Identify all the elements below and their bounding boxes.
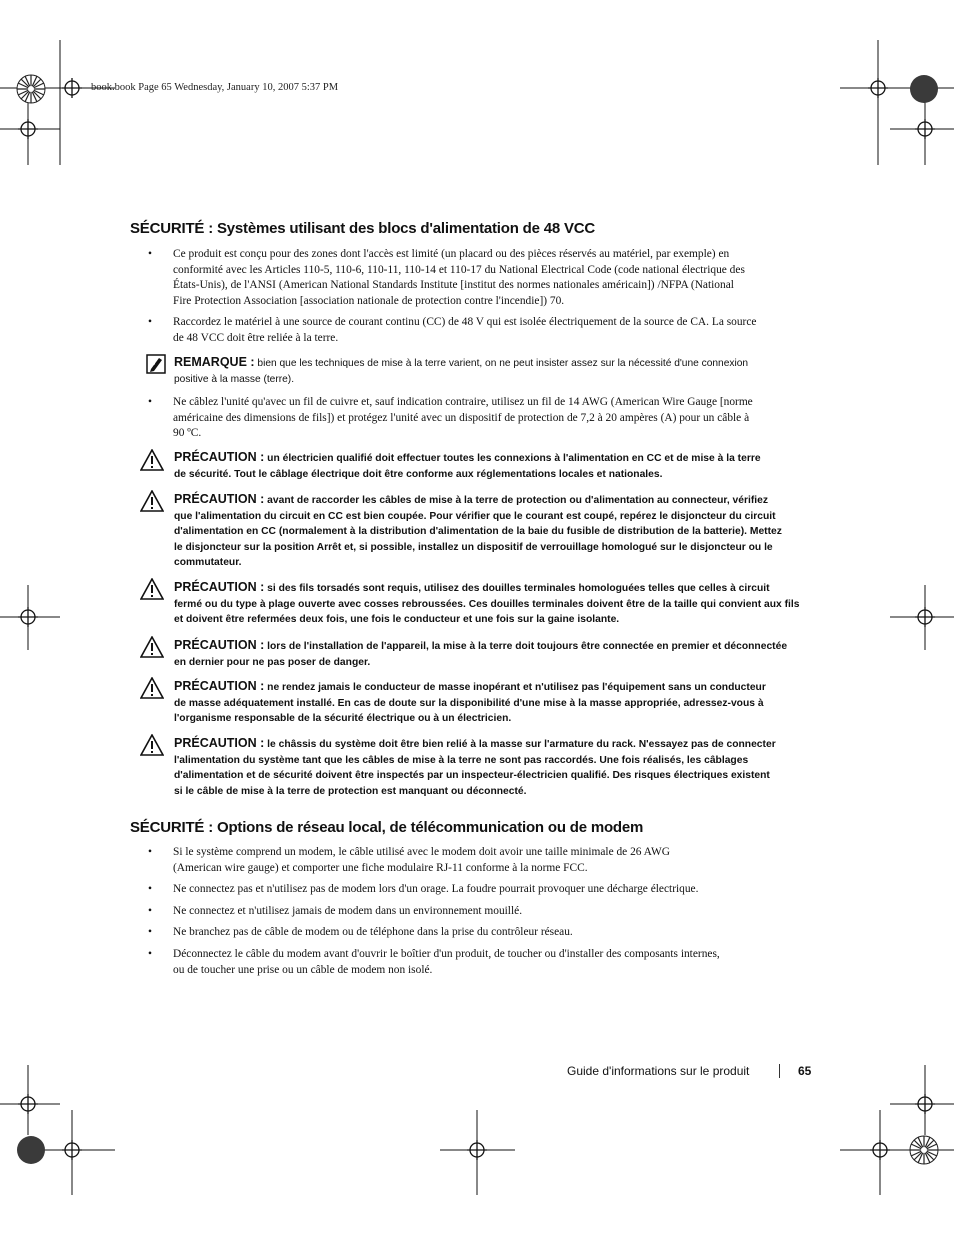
bullet-symbol: • [148,316,152,329]
list-item [148,904,818,920]
caution-4 [174,638,814,670]
caution-5 [174,679,814,727]
text-line: Fire Protection Association [association nationale de protection contre l'incendie]) 70. [173,294,565,307]
caution-3 [174,580,814,628]
print-header: book.book Page 65 Wednesday, January 10, 2007 5:37 PM [91,82,339,93]
text-line: un électricien qualifié doit effectuer toutes les connexions à l'alimentation en CC et de mise à la terre [267,453,761,464]
bullet-list-48vcc-cont [148,395,818,442]
section-title-modem: SÉCURITÉ : Options de réseau local, de télécommunication ou de modem [130,819,644,836]
text-line: Ne branchez pas de câble de modem ou de téléphone dans la prise du contrôleur réseau. [173,926,573,939]
bullet-symbol: • [148,883,152,896]
bullet-symbol: • [148,904,152,917]
text-line: et doivent être refermées deux fois, une fois le conducteur et une fois sur la gaine isolante. [174,614,620,626]
text-line: d'alimentation en CC (normalement à la distribution d'alimentation de la baie du fusible de distribution de la batterie). Mettez [174,526,782,538]
text-line: Ne connectez pas et n'utilisez pas de modem lors d'un orage. La foudre pourrait provoquer une décharge électrique. [173,883,699,896]
caution-label: PRÉCAUTION : [174,492,265,506]
caution-label: PRÉCAUTION : [174,580,265,594]
text-line: si le câble de mise à la terre de protection est manquant ou déconnecté. [174,785,527,797]
text-line: commutateur. [174,557,242,569]
bullet-symbol: • [148,947,152,960]
list-item [148,395,818,442]
text-line: si des fils torsadés sont requis, utilisez des douilles terminales homologuées telles que celles à circuit [267,583,770,594]
caution-2 [174,492,814,571]
text-line: de sécurité. Tout le câblage électrique doit être conforme aux réglementations locales et nationales. [174,468,663,480]
caution-label: PRÉCAUTION : [174,679,265,693]
warning-triangle-icon [140,677,164,704]
text-line: États-Unis), de l'ANSI (American National Standards Institute [institut des normes nationales américain]) /NFPA (National [173,279,734,292]
footer-guide-title: Guide d'informations sur le produit [567,1064,750,1078]
section-title-48vcc: SÉCURITÉ : Systèmes utilisant des blocs d'alimentation de 48 VCC [130,220,596,237]
text-line: ne rendez jamais le conducteur de masse inopérant et n'utilisez pas l'équipement sans un conducteur [267,682,766,693]
text-line: Ne câblez l'unité qu'avec un fil de cuivre et, sauf indication contraire, utilisez un fil de 14 AWG (American Wire Gauge [norme [173,396,753,408]
text-line: américaine des dimensions de fils]) et protégez l'unité avec un dispositif de protection de 7,2 à 20 ampères (A) pour un câble à [173,411,750,424]
caution-1 [174,450,814,482]
pencil-note-icon [146,354,166,379]
text-line: que l'alimentation du circuit en CC est bien coupée. Pour vérifier que le courant est coupé, repérez le disjoncteur du circuit [174,510,776,522]
text-line: avant de raccorder les câbles de mise à la terre de protection ou d'alimentation au connecteur, vérifiez [267,495,769,506]
text-line: Déconnectez le câble du modem avant d'ouvrir le boîtier d'un produit, de toucher ou d'installer des composants internes, [173,947,720,960]
text-line: le châssis du système doit être bien relié à la masse sur l'armature du rack. N'essayez pas de connecter [267,739,776,750]
text-line: ou de toucher une prise ou un câble de modem non isolé. [173,963,433,976]
warning-triangle-icon [140,636,164,663]
text-line: lors de l'installation de l'appareil, la mise à la terre doit toujours être connectée en premier et déconnectée [267,641,788,652]
warning-triangle-icon [140,734,164,761]
caution-label: PRÉCAUTION : [174,638,265,652]
bullet-list-48vcc [148,247,818,347]
list-item [148,947,818,978]
list-item [148,925,818,941]
text-line: Raccordez le matériel à une source de courant continu (CC) de 48 V qui est isolée électriquement de la source de CA. La source [173,316,757,329]
text-line: Ne connectez et n'utilisez jamais de modem dans un environnement mouillé. [173,904,523,917]
bullet-list-modem [148,845,818,978]
text-line: d'alimentation et de sécurité doivent être inspectés par un inspecteur-électricien qualifié. Des risques électriques existent [174,770,770,782]
text-line: bien que les techniques de mise à la terre varient, on ne peut insister assez sur la nécessité d'une connexion [257,358,749,369]
text-line: positive à la masse (terre). [174,373,295,385]
text-line: de masse adéquatement installé. En cas de doute sur la disponibilité d'une mise à la masse appropriée, adressez-vous à [174,697,764,709]
text-line: 90 ºC. [173,427,202,440]
list-item [148,247,818,309]
bullet-symbol: • [148,248,152,260]
text-line: en dernier pour ne pas poser de danger. [174,656,371,668]
note-remarque [174,355,814,387]
text-line: (American wire gauge) et comporter une fiche modulaire RJ-11 conforme à la norme FCC. [173,861,588,874]
text-line: de 48 VCC doit être reliée à la terre. [173,331,339,344]
text-line: l'alimentation du système tant que les câbles de mise à la terre ne sont pas raccordés. Une fois réalisés, les câblages [174,754,749,766]
bullet-symbol: • [148,846,152,858]
page-number: 65 [798,1064,812,1078]
bullet-symbol: • [148,926,152,939]
warning-triangle-icon [140,490,164,517]
text-line: Ce produit est conçu pour des zones dont l'accès est limité (un placard ou des pièces réservés au matériel, par exemple) en [173,248,730,260]
text-line: conformité avec les Articles 110-5, 110-6, 110-11, 110-14 et 110-17 du National Electrical Code (code national électrique des [173,263,745,276]
text-line: Si le système comprend un modem, le câble utilisé avec le modem doit avoir une taille minimale de 26 AWG [173,846,670,858]
list-item [148,315,818,346]
warning-triangle-icon [140,578,164,605]
bullet-symbol: • [148,396,152,408]
caution-label: PRÉCAUTION : [174,450,265,464]
text-line: le disjoncteur sur la position Arrêt et, si possible, installez un dispositif de verrouillage homologué sur le disjoncteur ou le [174,541,773,553]
list-item [148,882,818,898]
footer-separator [779,1064,780,1078]
caution-6 [174,736,814,799]
text-line: fermé ou du type à plage ouverte avec cosses rebroussées. Ces douilles terminales doivent être de la taille qui convient aux fils [174,598,800,610]
caution-label: PRÉCAUTION : [174,736,265,750]
text-line: l'organisme responsable de la sécurité électrique ou à un électricien. [174,713,512,725]
note-label: REMARQUE : [174,355,255,369]
list-item [148,845,818,876]
warning-triangle-icon [140,449,164,476]
